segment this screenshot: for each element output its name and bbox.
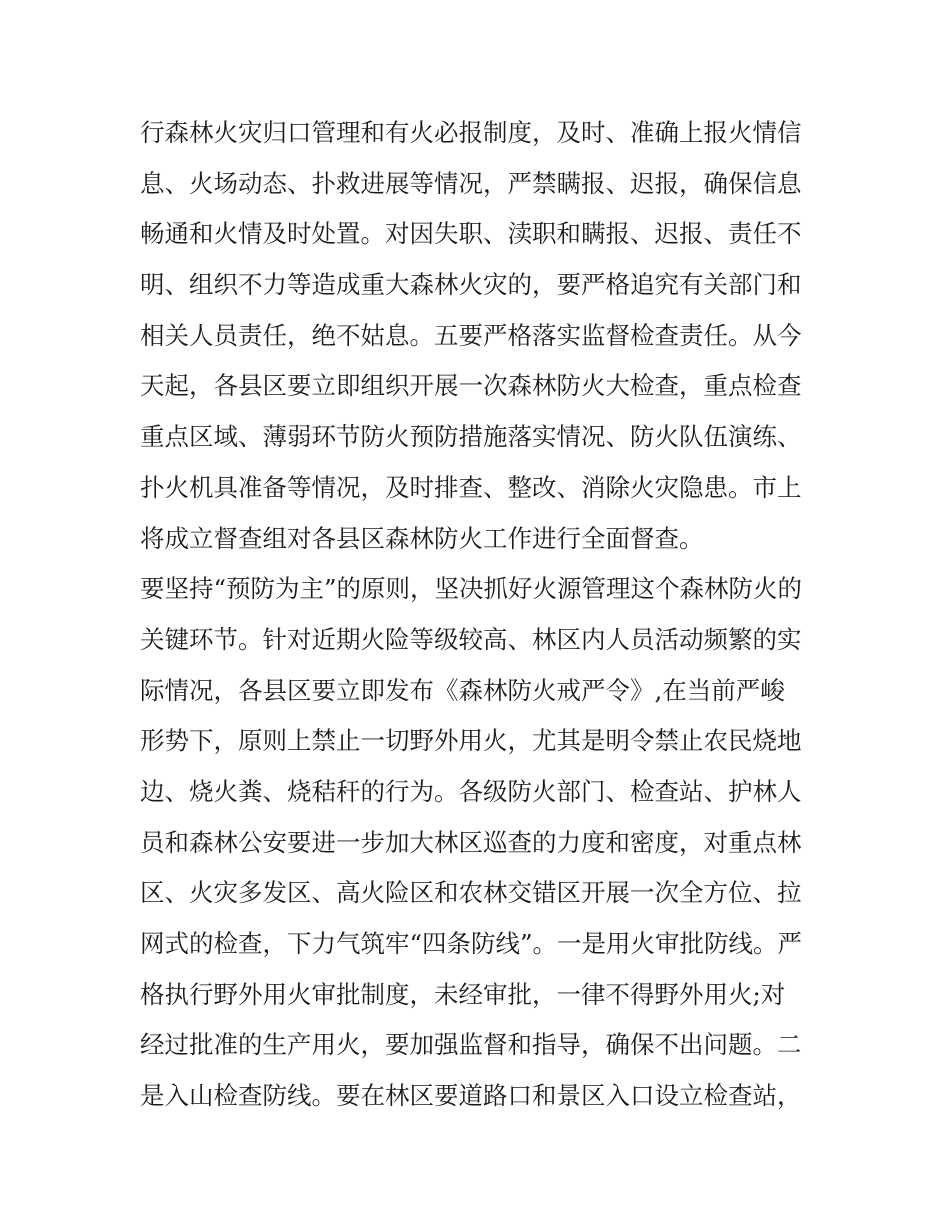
text-line: 经过批准的生产用火，要加强监督和指导，确保不出问题。二 <box>140 1030 802 1060</box>
text-line: 关键环节。针对近期火险等级较高、林区内人员活动频繁的实 <box>140 624 802 654</box>
text-line: 天起，各县区要立即组织开展一次森林防火大检查，重点检查 <box>140 371 802 401</box>
text-line: 格执行野外用火审批制度，未经审批，一律不得野外用火;对 <box>140 979 786 1009</box>
body-text <box>140 108 820 1122</box>
text-line: 是入山检查防线。要在林区要道路口和景区入口设立检查站， <box>140 1081 802 1111</box>
text-line: 要坚持“预防为主”的原则，坚决抓好火源管理这个森林防火的 <box>140 574 803 604</box>
text-line: 员和森林公安要进一步加大林区巡查的力度和密度，对重点林 <box>140 827 802 857</box>
text-line: 形势下，原则上禁止一切野外用火，尤其是明令禁止农民烧地 <box>140 726 802 756</box>
text-line: 将成立督查组对各县区森林防火工作进行全面督查。 <box>140 523 704 553</box>
text-line: 际情况，各县区要立即发布《森林防火戒严令》,在当前严峻 <box>140 675 785 705</box>
text-line: 畅通和火情及时处置。对因失职、渎职和瞒报、迟报、责任不 <box>140 219 802 249</box>
text-line: 行森林火灾归口管理和有火必报制度，及时、准确上报火情信 <box>140 118 802 147</box>
text-line: 网式的检查，下力气筑牢“四条防线”。一是用火审批防线。严 <box>140 929 803 958</box>
text-line: 边、烧火粪、烧秸秆的行为。各级防火部门、检查站、护林人 <box>140 776 802 806</box>
text-line: 息、火场动态、扑救进展等情况，严禁瞒报、迟报，确保信息 <box>140 168 802 198</box>
text-line: 明、组织不力等造成重大森林火灾的，要严格追究有关部门和 <box>140 270 802 300</box>
text-line: 相关人员责任，绝不姑息。五要严格落实监督检查责任。从今 <box>140 320 802 350</box>
text-line: 区、火灾多发区、高火险区和农林交错区开展一次全方位、拉 <box>140 878 802 908</box>
text-line: 扑火机具准备等情况，及时排查、整改、消除火灾隐患。市上 <box>140 472 802 502</box>
text-line: 重点区域、薄弱环节防火预防措施落实情况、防火队伍演练、 <box>140 422 802 452</box>
